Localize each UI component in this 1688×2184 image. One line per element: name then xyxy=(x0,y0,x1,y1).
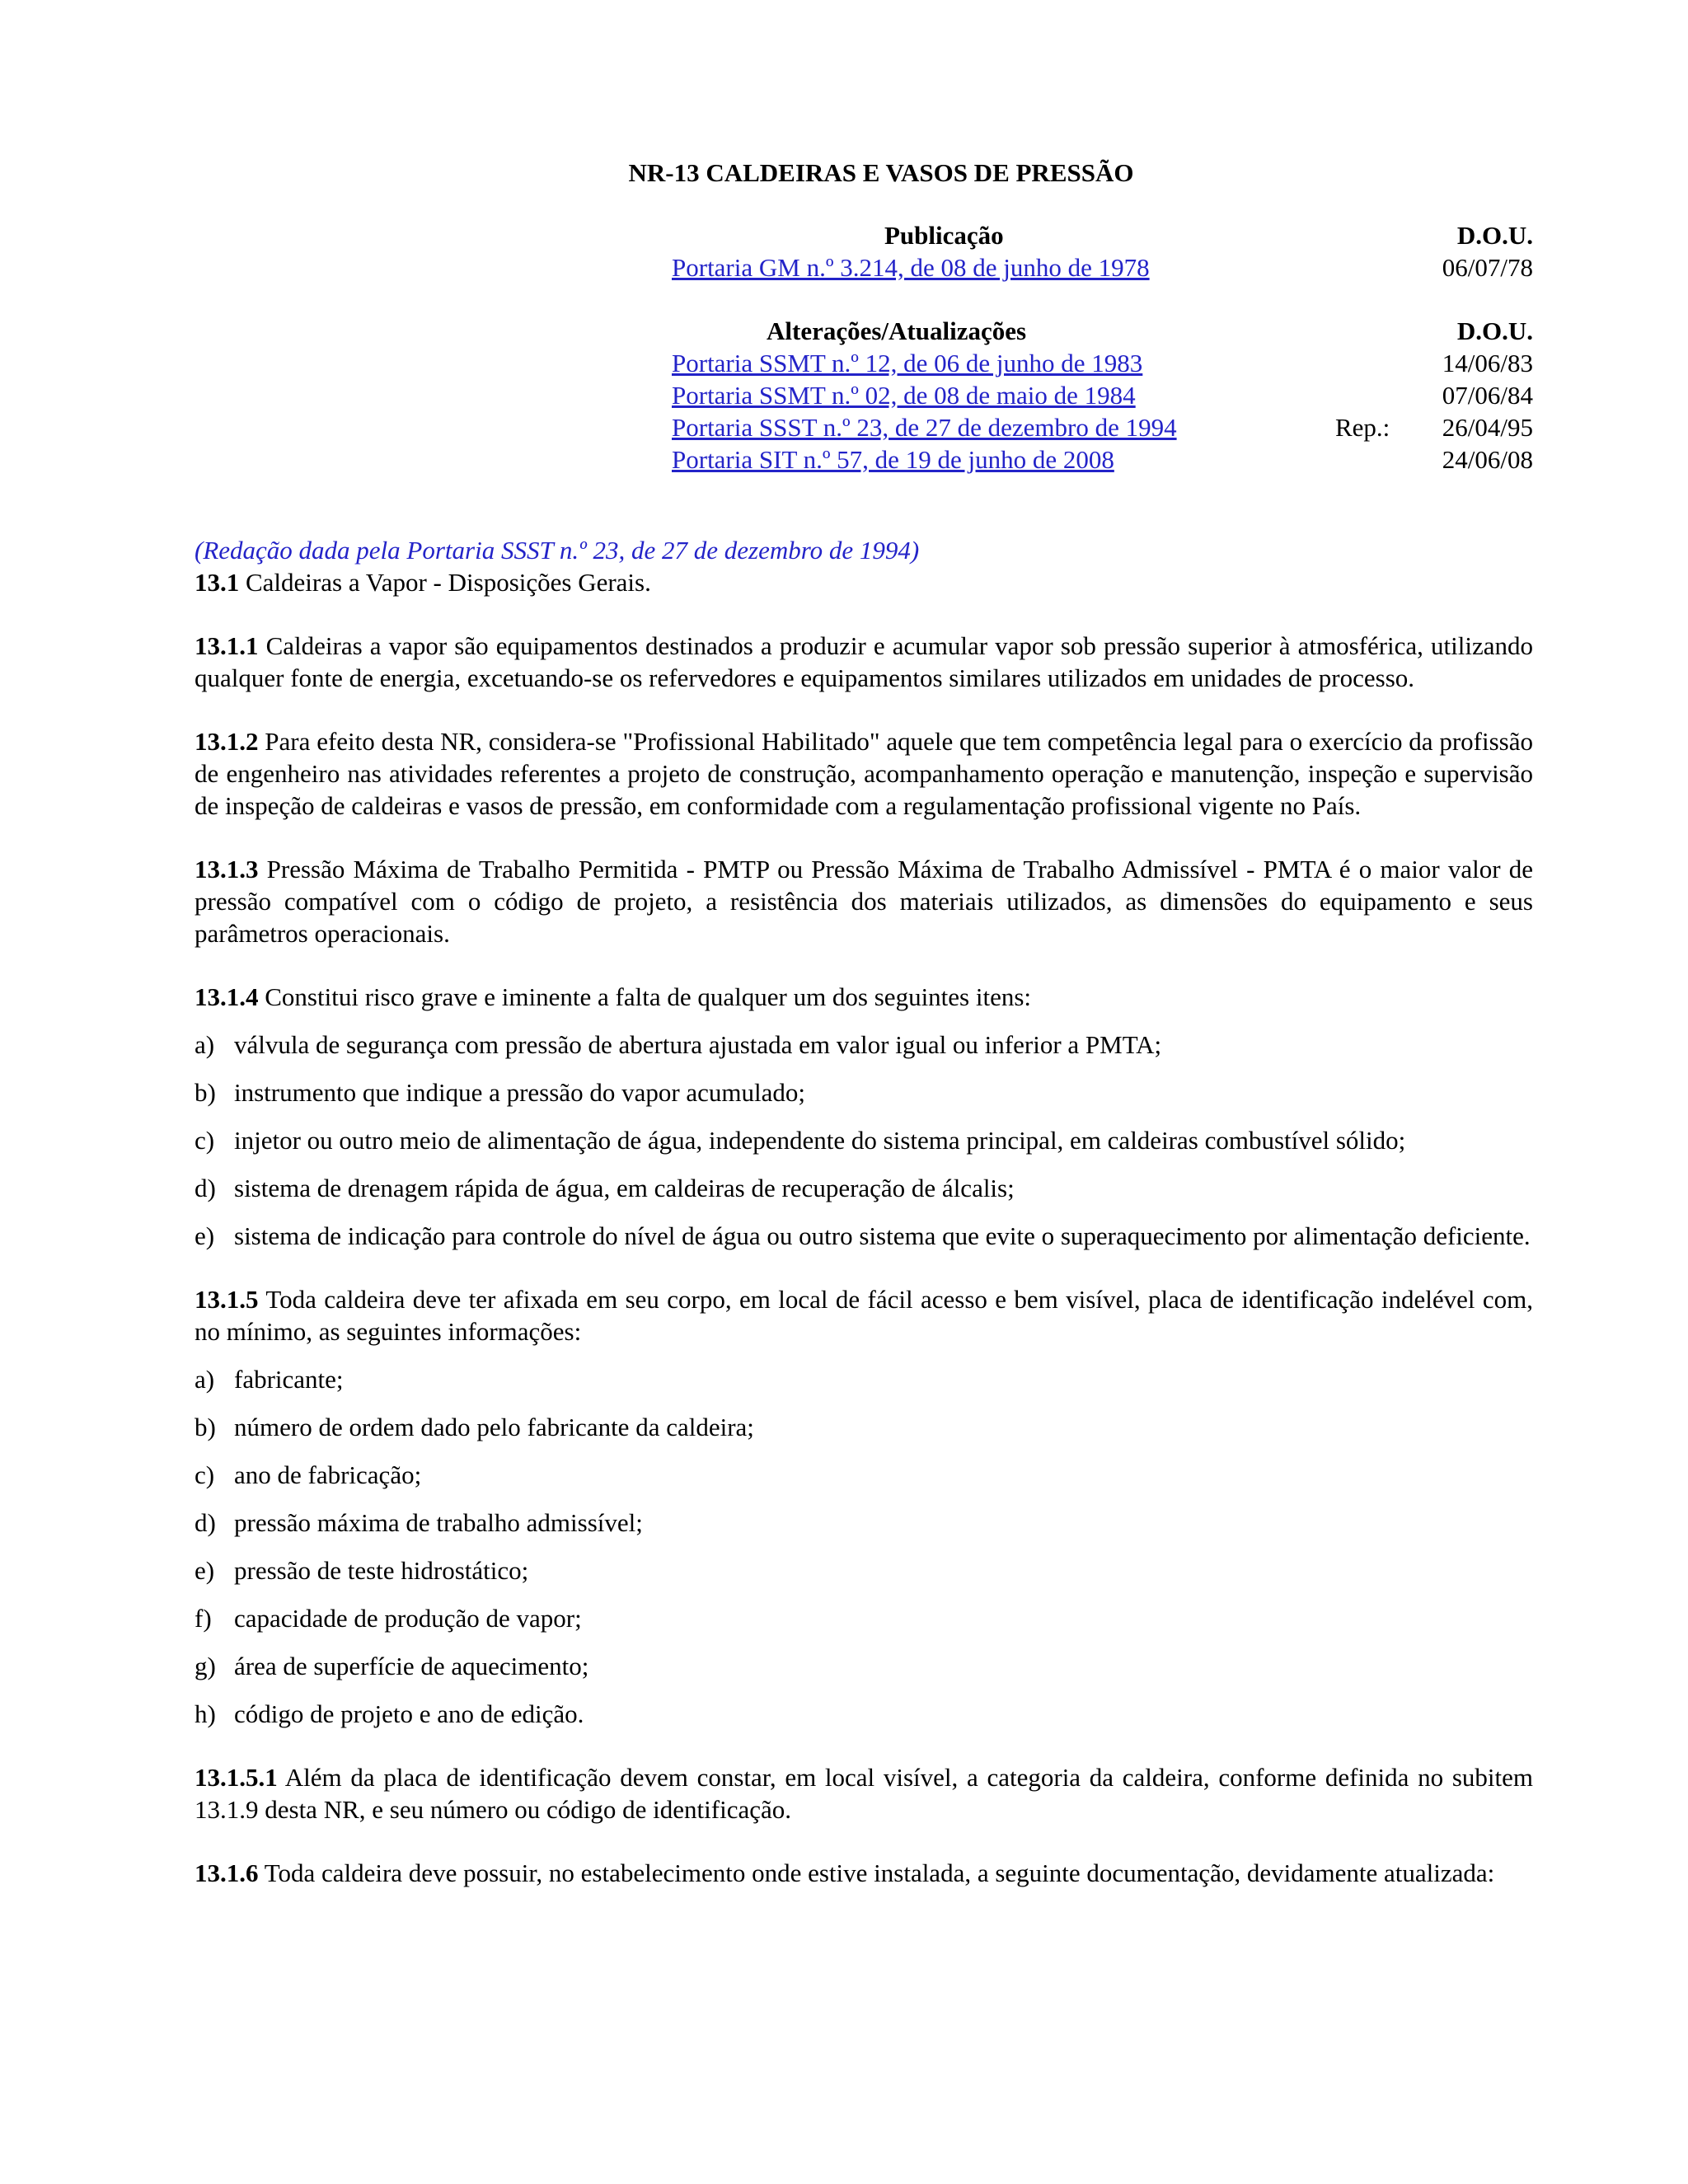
list-item-label: h) xyxy=(195,1699,216,1728)
changes-dou-date: 26/04/95 xyxy=(1442,413,1533,442)
section-13-1-5-1 xyxy=(195,1761,1533,1825)
list-item-label: c) xyxy=(195,1460,215,1489)
section-13-1 xyxy=(195,566,1533,598)
publication-row xyxy=(672,251,1533,284)
rep-label: Rep.: xyxy=(1335,413,1390,442)
changes-row xyxy=(672,347,1533,379)
changes-dou-heading: D.O.U. xyxy=(1456,316,1533,345)
section-13-1-3 xyxy=(195,853,1533,949)
section-number: 13.1.5 xyxy=(195,1285,259,1314)
portaria-ssmt-02-link[interactable]: Portaria SSMT n.º 02, de 08 de maio de 1984 xyxy=(672,381,1136,410)
list-item-text: fabricante; xyxy=(234,1365,344,1394)
section-number: 13.1.1 xyxy=(195,631,259,660)
document-body xyxy=(195,534,1533,1920)
list-item-label: d) xyxy=(195,1174,216,1202)
list-item-text: área de superfície de aquecimento; xyxy=(234,1652,589,1680)
section-text: Constitui risco grave e iminente a falta de qualquer um dos seguintes itens: xyxy=(258,982,1032,1011)
list-item xyxy=(195,1029,1533,1061)
changes-row xyxy=(672,379,1533,411)
list-item-text: sistema de indicação para controle do nível de água ou outro sistema que evite o superaquecimento por alimentação deficiente. xyxy=(234,1221,1531,1250)
publication-header-row xyxy=(672,219,1533,251)
section-text: Pressão Máxima de Trabalho Permitida - PMTP ou Pressão Máxima de Trabalho Admissível - PMTA é o maior valor de pressão compatível com o código de projeto, a resistência dos materiais utilizados, as dimensões do equipamento e seus parâmetros operacionais. xyxy=(195,855,1533,948)
publication-dou-heading: D.O.U. xyxy=(1456,221,1533,250)
list-item-label: f) xyxy=(195,1604,212,1633)
list-item xyxy=(195,1363,1533,1395)
section-13-1-4 xyxy=(195,981,1533,1013)
list-item-label: b) xyxy=(195,1078,216,1107)
list-item-text: ano de fabricação; xyxy=(234,1460,422,1489)
section-number: 13.1 xyxy=(195,568,240,597)
list-item xyxy=(195,1172,1533,1204)
list-item-text: capacidade de produção de vapor; xyxy=(234,1604,582,1633)
section-text: Caldeiras a vapor são equipamentos destinados a produzir e acumular vapor sob pressão superior à atmosférica, utilizando qualquer fonte de energia, excetuando-se os refervedores e equipamentos similares utilizados em unidades de processo. xyxy=(195,631,1533,692)
list-item xyxy=(195,1650,1533,1682)
list-item-label: d) xyxy=(195,1508,216,1537)
list-item xyxy=(195,1459,1533,1491)
list-item xyxy=(195,1124,1533,1156)
changes-row xyxy=(672,411,1533,443)
list-item xyxy=(195,1698,1533,1730)
section-text: Além da placa de identificação devem constar, em local visível, a categoria da caldeira, conforme definida no subitem 13.1.9 desta NR, e seu número ou código de identificação. xyxy=(195,1763,1533,1824)
section-13-1-5 xyxy=(195,1283,1533,1347)
section-text: Para efeito desta NR, considera-se "Profissional Habilitado" aquele que tem competência legal para o exercício da profissão de engenheiro nas atividades referentes a projeto de construção, acompanhamento operação e manutenção, inspeção e supervisão de inspeção de caldeiras e vasos de pressão, em conformidade com a regulamentação profissional vigente no País. xyxy=(195,727,1533,820)
redacao-note: (Redação dada pela Portaria SSST n.º 23, de 27 de dezembro de 1994) xyxy=(195,536,920,565)
list-item-label: b) xyxy=(195,1413,216,1441)
list-item xyxy=(195,1602,1533,1634)
changes-heading: Alterações/Atualizações xyxy=(767,316,1027,345)
list-item-text: instrumento que indique a pressão do vapor acumulado; xyxy=(234,1078,806,1107)
changes-table xyxy=(672,315,1533,476)
changes-dou-date: 14/06/83 xyxy=(1442,349,1533,377)
publication-heading: Publicação xyxy=(884,221,1004,250)
section-number: 13.1.4 xyxy=(195,982,259,1011)
section-number: 13.1.6 xyxy=(195,1858,259,1887)
section-text: Caldeiras a Vapor - Disposições Gerais. xyxy=(239,568,651,597)
list-item-text: válvula de segurança com pressão de abertura ajustada em valor igual ou inferior a PMTA; xyxy=(234,1030,1162,1059)
list-item xyxy=(195,1554,1533,1586)
list-item-label: a) xyxy=(195,1365,215,1394)
section-text: Toda caldeira deve possuir, no estabelecimento onde estive instalada, a seguinte documentação, devidamente atualizada: xyxy=(258,1858,1495,1887)
list-item xyxy=(195,1507,1533,1539)
portaria-sit-57-link[interactable]: Portaria SIT n.º 57, de 19 de junho de 2008 xyxy=(672,445,1114,474)
list-item-text: injetor ou outro meio de alimentação de água, independente do sistema principal, em caldeiras combustível sólido; xyxy=(234,1126,1406,1155)
changes-row xyxy=(672,443,1533,476)
list-item xyxy=(195,1076,1533,1108)
portaria-ssst-23-link[interactable]: Portaria SSST n.º 23, de 27 de dezembro de 1994 xyxy=(672,413,1177,442)
section-number: 13.1.5.1 xyxy=(195,1763,278,1792)
changes-dou-date: 24/06/08 xyxy=(1442,445,1533,474)
section-number: 13.1.3 xyxy=(195,855,259,883)
section-13-1-2 xyxy=(195,725,1533,822)
list-13-1-5 xyxy=(195,1363,1533,1730)
section-number: 13.1.2 xyxy=(195,727,259,756)
list-item-label: e) xyxy=(195,1556,215,1585)
portaria-gm-3214-link[interactable]: Portaria GM n.º 3.214, de 08 de junho de 1978 xyxy=(672,253,1150,282)
publication-table xyxy=(672,219,1533,284)
changes-header-row xyxy=(672,315,1533,347)
list-item-text: número de ordem dado pelo fabricante da caldeira; xyxy=(234,1413,754,1441)
portaria-ssmt-12-link[interactable]: Portaria SSMT n.º 12, de 06 de junho de 1983 xyxy=(672,349,1143,377)
document-title: NR-13 CALDEIRAS E VASOS DE PRESSÃO xyxy=(628,158,1134,187)
list-item-text: sistema de drenagem rápida de água, em caldeiras de recuperação de álcalis; xyxy=(234,1174,1015,1202)
changes-dou-date: 07/06/84 xyxy=(1442,381,1533,410)
section-13-1-6 xyxy=(195,1857,1533,1889)
list-item-label: c) xyxy=(195,1126,215,1155)
section-13-1-1 xyxy=(195,630,1533,694)
list-13-1-4 xyxy=(195,1029,1533,1252)
publication-dou-date: 06/07/78 xyxy=(1442,253,1533,282)
list-item-text: pressão máxima de trabalho admissível; xyxy=(234,1508,643,1537)
section-text: Toda caldeira deve ter afixada em seu corpo, em local de fácil acesso e bem visível, placa de identificação indelével com, no mínimo, as seguintes informações: xyxy=(195,1285,1533,1346)
list-item xyxy=(195,1220,1533,1252)
list-item-label: e) xyxy=(195,1221,215,1250)
list-item-label: a) xyxy=(195,1030,215,1059)
list-item-text: código de projeto e ano de edição. xyxy=(234,1699,584,1728)
list-item-text: pressão de teste hidrostático; xyxy=(234,1556,529,1585)
list-item-label: g) xyxy=(195,1652,216,1680)
list-item xyxy=(195,1411,1533,1443)
